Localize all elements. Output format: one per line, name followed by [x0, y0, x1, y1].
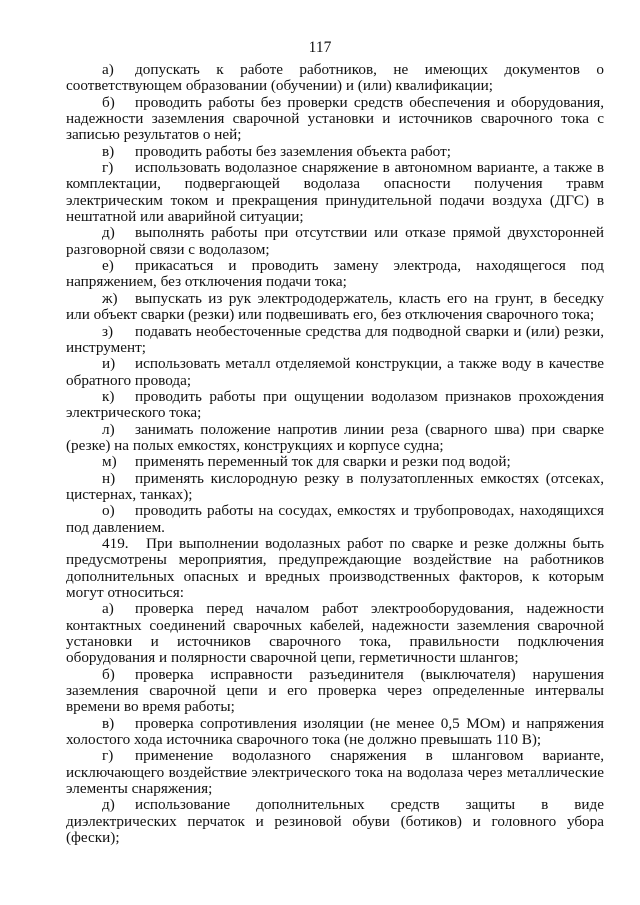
list-item	[66, 797, 604, 846]
item-text: проверка перед началом работ электрооборудования, надежности контактных соединений сварочных кабелей, надежности заземления сварочной установки и источников сварочного тока, правильности подключения оборудования и полярности сварочной цепи, герметичности шлангов;	[66, 600, 604, 667]
list-item	[66, 356, 604, 389]
item-text: применять кислородную резку в полузатопленных емкостях (отсеках, цистернах, танках);	[66, 469, 604, 503]
item-marker: в)	[102, 714, 115, 732]
item-text: использование дополнительных средств защиты в виде диэлектрических перчаток и резиновой обуви (ботиков) и головного убора (фески);	[66, 796, 604, 847]
item-text: занимать положение напротив линии реза (сварного шва) при сварке (резке) на полых емкостях, конструкциях и корпусе судна;	[66, 420, 604, 454]
item-marker: д)	[102, 224, 115, 242]
item-text: проводить работы без проверки средств обеспечения и оборудования, надежности заземления сварочной установки и источников сварочного тока с записью результатов о ней;	[66, 93, 604, 144]
item-marker: и)	[102, 355, 116, 373]
item-marker: а)	[102, 600, 114, 618]
list-item	[66, 144, 604, 160]
item-text: прикасаться и проводить замену электрода, находящегося под напряжением, без отключения подачи тока;	[66, 257, 604, 291]
item-text: При выполнении водолазных работ по сварке и резке должны быть предусмотрены мероприятия, предупреждающие воздействие на работников дополнительных опасных и вредных производственных факторов, к которым могут относиться:	[66, 534, 604, 601]
item-marker: г)	[102, 159, 114, 177]
list-item	[66, 62, 604, 95]
item-marker: к)	[102, 387, 115, 405]
item-text: проводить работы без заземления объекта работ;	[135, 142, 451, 160]
item-text: выполнять работы при отсутствии или отказе прямой двухсторонней разговорной связи с водолазом;	[66, 224, 604, 258]
list-item	[66, 291, 604, 324]
item-text: проводить работы при ощущении водолазом признаков прохождения электрического тока;	[66, 387, 604, 422]
list-item	[66, 667, 604, 716]
list-item	[66, 225, 604, 258]
item-text: проверка сопротивления изоляции (не менее 0,5 МОм) и напряжения холостого хода источника сварочного тока (не должно превышать 110 В);	[66, 714, 604, 749]
item-marker: б)	[102, 665, 115, 683]
list-item	[66, 748, 604, 797]
page-number: 117	[308, 39, 332, 56]
item-text: подавать необесточенные средства для подводной сварки и (или) резки, инструмент;	[66, 322, 604, 356]
numbered-clause	[66, 536, 604, 601]
item-text: проверка исправности разъединителя (выключателя) нарушения заземления сварочной цепи и его проверка через определенные интервалы времени во время работы;	[66, 665, 604, 716]
item-text: применять переменный ток для сварки и резки под водой;	[135, 453, 511, 471]
item-marker: з)	[102, 322, 114, 340]
list-item	[66, 324, 604, 357]
item-marker: е)	[102, 257, 114, 275]
list-item	[66, 716, 604, 749]
item-marker: 419.	[102, 534, 129, 552]
item-text: выпускать из рук электрододержатель, класть его на грунт, в беседку или объект сварки (резки) или подвешивать его, без отключения сварочного тока;	[66, 289, 604, 324]
item-text: использовать водолазное снаряжение в автономном варианте, а также в комплектации, подвергающей водолаза опасности получения травм электрическим током и прекращения принудительной подачи воздуха (ДГС) в нештатной или аварийной ситуации;	[66, 159, 604, 226]
item-marker: в)	[102, 142, 115, 160]
item-marker: б)	[102, 93, 115, 111]
item-marker: н)	[102, 469, 116, 487]
list-item	[66, 258, 604, 291]
list-item	[66, 389, 604, 422]
list-item	[66, 422, 604, 455]
item-text: использовать металл отделяемой конструкции, а также воду в качестве обратного провода;	[66, 355, 604, 389]
list-item	[66, 454, 604, 470]
list-item	[66, 95, 604, 144]
list-item	[66, 503, 604, 536]
item-marker: л)	[102, 420, 115, 438]
item-text: проводить работы на сосудах, емкостях и трубопроводах, находящихся под давлением.	[66, 502, 604, 536]
list-item	[66, 471, 604, 504]
item-marker: г)	[102, 747, 114, 765]
item-marker: м)	[102, 453, 117, 471]
list-item	[66, 160, 604, 225]
item-marker: а)	[102, 61, 114, 78]
text-body	[66, 62, 604, 847]
list-item	[66, 601, 604, 666]
item-marker: д)	[102, 796, 115, 814]
item-marker: ж)	[102, 289, 118, 307]
item-marker: о)	[102, 502, 115, 520]
item-text: допускать к работе работников, не имеющих документов о соответствующем образовании (обучении) и (или) квалификации;	[66, 61, 604, 95]
item-text: применение водолазного снаряжения в шланговом варианте, исключающего воздействие электрического тока на водолаза через металлические элементы снаряжения;	[66, 747, 604, 798]
